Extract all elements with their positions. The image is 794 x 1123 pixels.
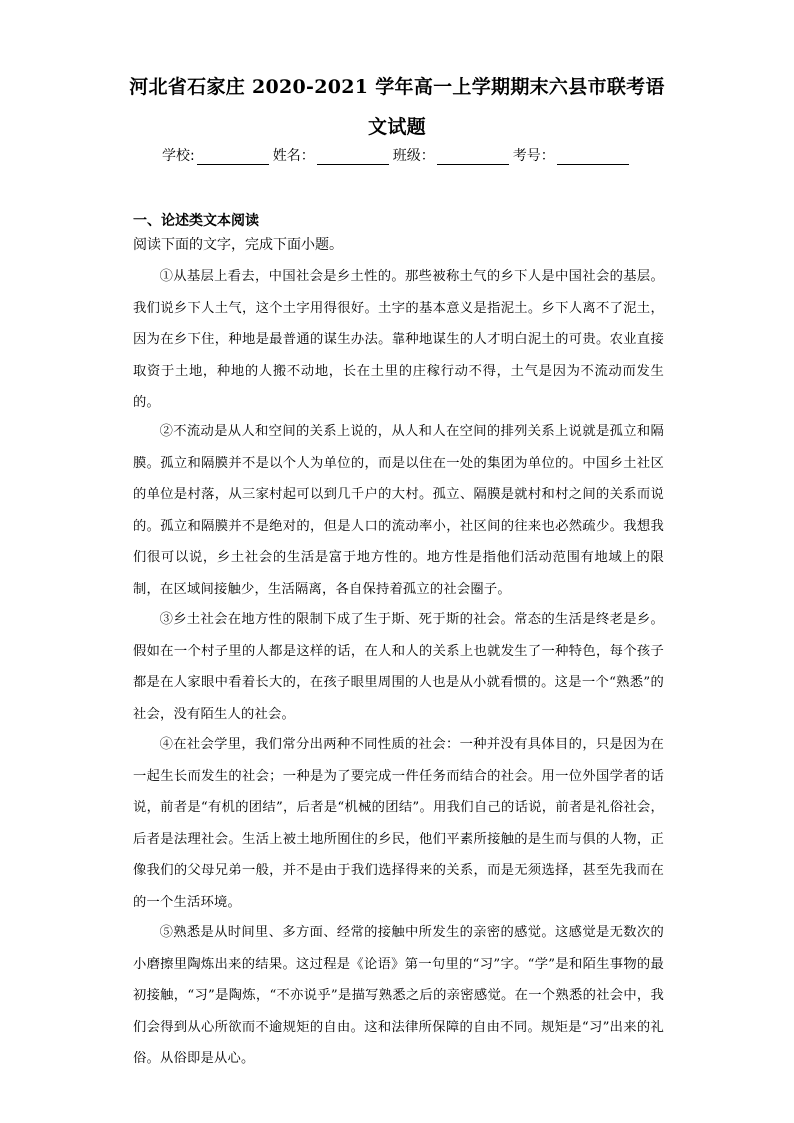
- passage-paragraph-5: [133, 917, 664, 1075]
- paragraph-text: ④在社会学里，我们常分出两种不同性质的社会：一种并没有具体目的，只是因为在一起生长而发生的社会；一种是为了要完成一件任务而结合的社会。用一位外国学者的话说，前者是“有机的团结”，后者是“机械的团结”。用我们自己的话说，前者是礼俗社会，后者是法理社会。生活上被土地所囿住的乡民，他们平素所接触的是生而与俱的人物，正像我们的父母兄弟一般，并不是由于我们选择得来的关系，而是无须选择，甚至先我而在的一个生活环境。: [133, 737, 664, 910]
- passage-paragraph-2: [133, 416, 664, 605]
- paragraph-text: ①从基层上看去，中国社会是乡土性的。那些被称土气的乡下人是中国社会的基层。我们说乡下人土气，这个土字用得很好。土字的基本意义是指泥土。乡下人离不了泥土，因为在乡下住，种地是最普通的谋生办法。靠种地谋生的人才明白泥土的可贵。农业直接取资于土地，种地的人搬不动地，长在土里的庄稼行动不得，土气是因为不流动而发生的。: [133, 269, 664, 410]
- student-info-row: [162, 145, 633, 165]
- section-heading: 一、论述类文本阅读: [133, 213, 259, 229]
- exam-number-blank: [557, 150, 629, 165]
- exam-number-label: 考号：: [512, 148, 555, 164]
- name-blank: [317, 150, 389, 165]
- reading-instruction: 阅读下面的文字，完成下面小题。: [133, 237, 343, 253]
- school-label: 学校:: [162, 148, 195, 164]
- name-label: 姓名：: [272, 148, 315, 164]
- class-label: 班级：: [392, 148, 435, 164]
- paragraph-text: ⑤熟悉是从时间里、多方面、经常的接触中所发生的亲密的感觉。这感觉是无数次的小磨擦里陶炼出来的结果。这过程是《论语》第一句里的“习”字。“学”是和陌生事物的最初接触，“习”是陶炼，“不亦说乎”是描写熟悉之后的亲密感觉。在一个熟悉的社会中，我们会得到从心所欲而不逾规矩的自由。这和法律所保障的自由不同。规矩是“习”出来的礼俗。从俗即是从心。: [133, 925, 664, 1066]
- passage-paragraph-4: [133, 729, 664, 918]
- paragraph-text: ③乡土社会在地方性的限制下成了生于斯、死于斯的社会。常态的生活是终老是乡。假如在一个村子里的人都是这样的话，在人和人的关系上也就发生了一种特色，每个孩子都是在人家眼中看着长大的，在孩子眼里周围的人也是从小就看惯的。这是一个“熟悉”的社会，没有陌生人的社会。: [133, 612, 664, 722]
- class-blank: [437, 150, 509, 165]
- passage-paragraph-1: [133, 261, 664, 419]
- document-title-line2: 文试题: [368, 116, 426, 138]
- school-blank: [197, 150, 269, 165]
- passage-paragraph-3: [133, 604, 664, 730]
- paragraph-text: ②不流动是从人和空间的关系上说的，从人和人在空间的排列关系上说就是孤立和隔膜。孤立和隔膜并不是以个人为单位的，而是以住在一处的集团为单位的。中国乡土社区的单位是村落，从三家村起可以到几千户的大村。孤立、隔膜是就村和村之间的关系而说的。孤立和隔膜并不是绝对的，但是人口的流动率小，社区间的往来也必然疏少。我想我们很可以说，乡土社会的生活是富于地方性的。地方性是指他们活动范围有地域上的限制，在区域间接触少，生活隔离，各自保持着孤立的社会圈子。: [133, 424, 664, 597]
- document-title-line1: 河北省石家庄 2020-2021 学年高一上学期期末六县市联考语: [129, 76, 665, 98]
